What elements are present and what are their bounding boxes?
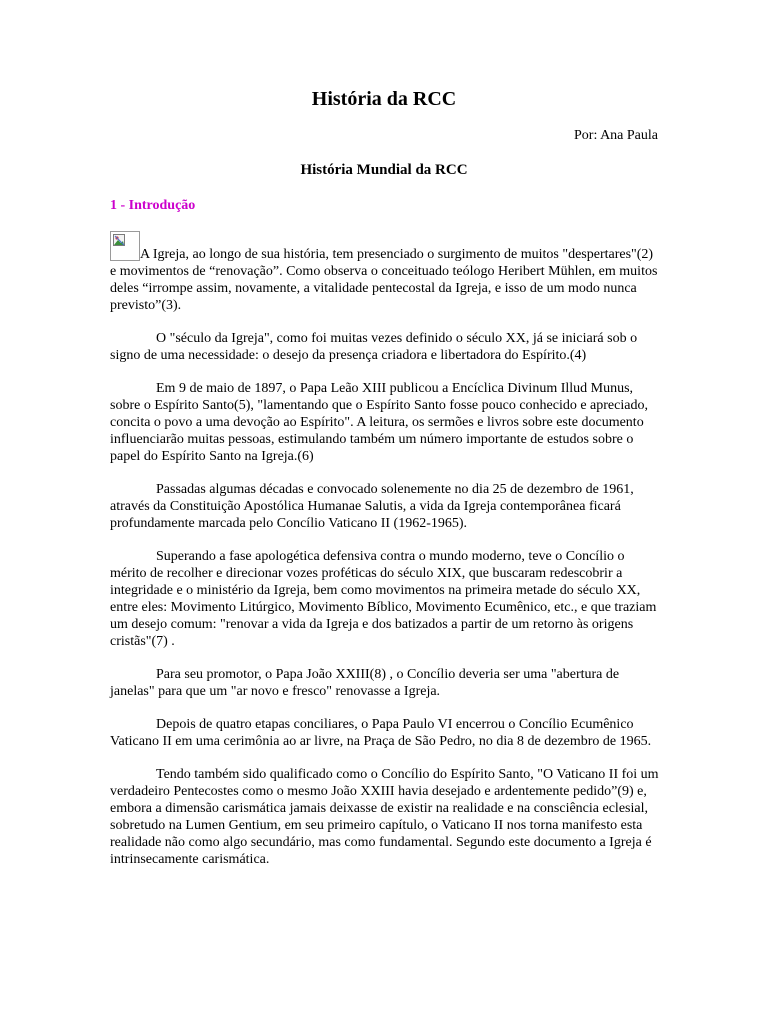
document-title: História da RCC — [311, 88, 457, 110]
paragraph-8: Tendo também sido qualificado como o Concílio do Espírito Santo, "O Vaticano II foi um verdadeiro Pentecostes como o mesmo João XXIII havia desejado e ardentemente pedido”(9) e, embora a dimensão carismática jamais deixasse de existir na realidade e na consciência eclesial, sobretudo na Lumen Gentium, em seu primeiro capítulo, o Vaticano II nos torna manifesto esta realidade não como algo secundário, mas como fundamental. Segundo este documento a Igreja é intrinsecamente carismática. — [110, 767, 659, 867]
paragraph-4: Passadas algumas décadas e convocado solenemente no dia 25 de dezembro de 1961, através da Constituição Apostólica Humanae Salutis, a vida da Igreja contemporânea ficará profundamente marcada pelo Concílio Vaticano II (1962-1965). — [110, 482, 634, 531]
paragraph-7: Depois de quatro etapas conciliares, o Papa Paulo VI encerrou o Concílio Ecumênico Vaticano II em uma cerimônia ao ar livre, na Praça de São Pedro, no dia 8 de dezembro de 1965. — [110, 717, 652, 749]
paragraph-3: Em 9 de maio de 1897, o Papa Leão XIII publicou a Encíclica Divinum Illud Munus, sobre o Espírito Santo(5), "lamentando que o Espírito Santo fosse pouco conhecido e apreciado, concita o povo a uma devoção ao Espírito". A leitura, os sermões e livros sobre este documento influenciarão muitas pessoas, estimulando também um número importante de estudos sobre o papel do Espírito Santo na Igreja.(6) — [110, 381, 648, 464]
paragraph-6: Para seu promotor, o Papa João XXIII(8) , o Concílio deveria ser uma "abertura de janelas" para que um "ar novo e fresco" renovasse a Igreja. — [110, 667, 620, 699]
paragraph-1 — [110, 231, 660, 314]
paragraph-2: O "século da Igreja", como foi muitas vezes definido o século XX, já se iniciará sob o signo de uma necessidade: o desejo da presença criadora e libertadora do Espírito.(4) — [110, 331, 638, 363]
document-subtitle: História Mundial da RCC — [300, 162, 468, 178]
broken-image-icon — [110, 231, 140, 261]
document-body — [110, 231, 660, 884]
paragraph-5: Superando a fase apologética defensiva contra o mundo moderno, teve o Concílio o mérito de recolher e direcionar vozes proféticas do século XIX, que buscaram redescobrir a integridade e o ministério da Igreja, bem como movimentos na primeira metade do século XX, entre eles: Movimento Litúrgico, Movimento Bíblico, Movimento Ecumênico, etc., e que traziam um desejo comum: "renovar a vida da Igreja e dos batizados a partir de um retorno às origens cristãs"(7) . — [110, 549, 657, 649]
section-heading: 1 - Introdução — [110, 198, 196, 213]
paragraph-1-text: A Igreja, ao longo de sua história, tem presenciado o surgimento de muitos "despertares"(2) e movimentos de “renovação”. Como observa o conceituado teólogo Heribert Mühlen, em muitos deles “irrompe assim, novamente, a vitalidade pentecostal da Igreja, e isso de um modo nunca previsto”(3). — [110, 247, 658, 313]
document-author: Por: Ana Paula — [574, 128, 658, 143]
